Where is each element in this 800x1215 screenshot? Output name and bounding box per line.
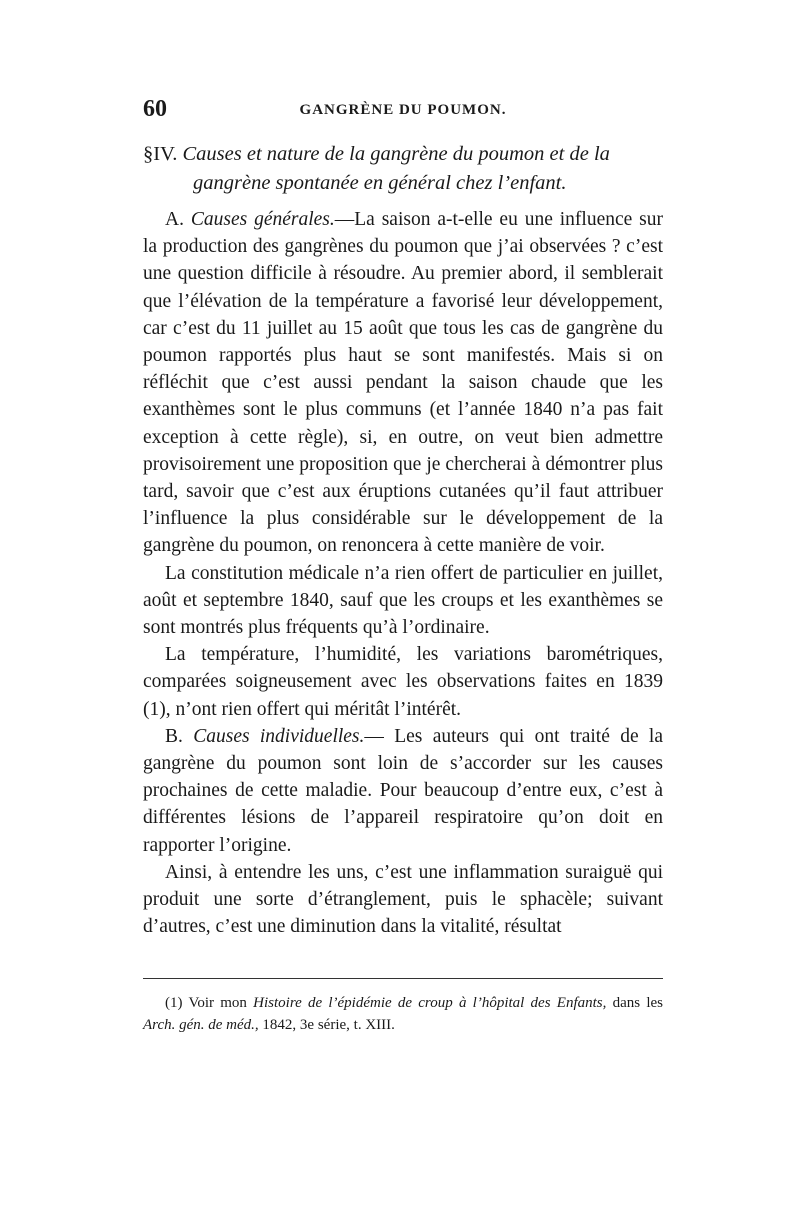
footnote-journal: Arch. gén. de méd., <box>143 1017 259 1033</box>
subsection-label: B. <box>165 725 183 747</box>
section-number: §IV. <box>143 143 178 165</box>
subsection-heading: Causes individuelles. <box>193 725 365 747</box>
section-title-line1: Causes et nature de la gangrène du poumon et de la <box>182 143 610 165</box>
section-title <box>143 140 663 198</box>
footnote-divider <box>143 978 663 979</box>
footnote-work-title: Histoire de l’épidémie de croup à l’hôpital des Enfants, <box>253 995 607 1011</box>
subsection-heading: Causes générales. <box>190 209 335 230</box>
page-number: 60 <box>143 96 167 122</box>
section-title-line2: gangrène spontanée en général chez l’enfant. <box>193 172 567 194</box>
paragraph-ainsi: Ainsi, à entendre les uns, c’est une inflammation suraiguë qui produit une sorte d’étranglement, puis le sphacèle; suivant d’autres, c’est une diminution dans la vitalité, résultat <box>143 861 663 938</box>
body-text <box>143 206 663 940</box>
paragraph-text: —La saison a-t-elle eu une influence sur la production des gangrènes du poumon que j’ai observées ? c’est une question difficile à résoudre. Au premier abord, il semblerait que l’élévation de la température a favorisé leur développement, car c’est du 11 juillet au 15 août que tous les cas de gangrène du poumon rapportés plus haut se sont manifestés. Mais si on réfléchit que c’est aussi pendant la saison chaude que les exanthèmes sont le plus communs (et l’année 1840 n’a pas fait exception à cette règle), si, en outre, on veut bien admettre provisoirement une proposition que je chercherai à démontrer plus tard, savoir que c’est aux éruptions cutanées qu’il faut attribuer l’influence la plus considérable sur le développement de la gangrène du poumon, on renoncera à cette manière de voir. <box>143 209 663 557</box>
footnote-marker: (1) <box>165 995 183 1011</box>
subsection-label: A. <box>165 209 184 230</box>
paragraph-text: — Les auteurs qui ont traité de la gangrène du poumon sont loin de s’accorder sur les causes prochaines de cette maladie. Pour beaucoup d’entre eux, c’est à différentes lésions de l’appareil respiratoire qu’on doit en rapporter l’origine. <box>143 725 664 856</box>
paragraph-temperature: La température, l’humidité, les variations barométriques, comparées soigneusement avec les observations faites en 1839 (1), n’ont rien offert qui méritât l’intérêt. <box>143 644 663 720</box>
paragraph-causes-individuelles <box>143 723 663 859</box>
running-title: GANGRÈNE DU POUMON. <box>299 102 507 118</box>
footnote-text: Voir mon <box>182 995 254 1011</box>
paragraph-constitution: La constitution médicale n’a rien offert de particulier en juillet, août et septembre 1840, sauf que les croups et les exanthèmes se sont montrés plus fréquents qu’à l’ordinaire. <box>143 562 663 639</box>
footnote <box>143 992 663 1036</box>
paragraph-causes-generales <box>143 206 663 560</box>
footnote-text: dans les <box>606 995 663 1011</box>
footnote-text: 1842, 3e série, t. XIII. <box>258 1017 395 1033</box>
running-head <box>143 96 663 128</box>
